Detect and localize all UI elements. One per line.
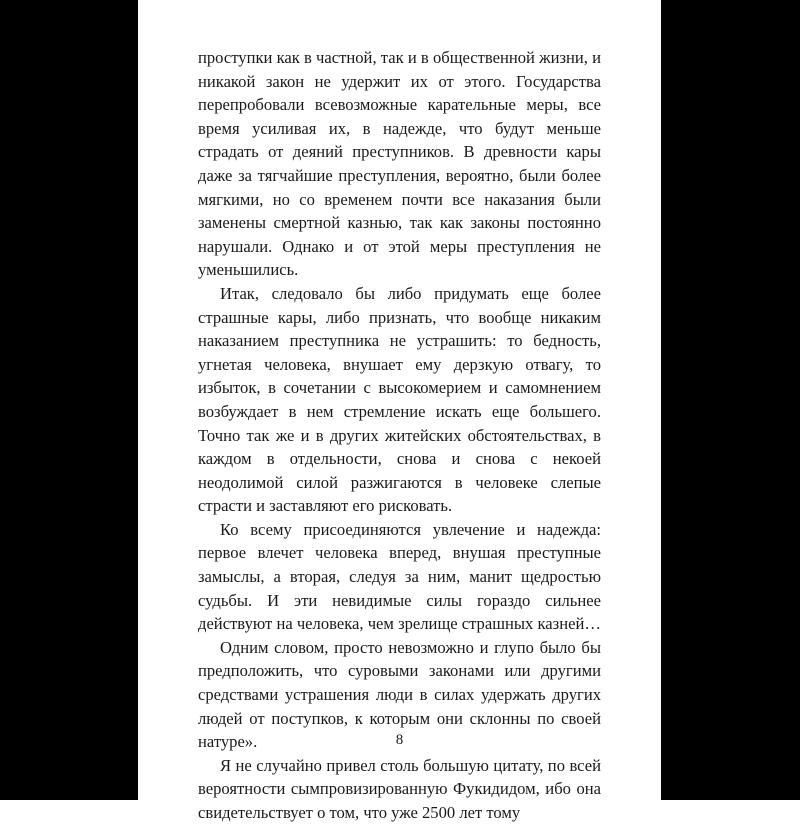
paragraph-3: Ко всему присоединяются увлечение и надежда: первое влечет человека вперед, внушая преступные замыслы, а вторая, следуя за ним, манит щедростью судьбы. И эти невидимые силы гораздо сильнее действуют на человека, чем зрелище страшных казней… xyxy=(198,519,601,634)
body-text xyxy=(198,46,601,825)
paragraph-5: Я не случайно привел столь большую цитату, по всей вероятности сымпровизированную Фукидидом, ибо она свидетельствует о том, что уже 2500 лет тому xyxy=(198,755,601,822)
page-sheet xyxy=(138,0,661,822)
paragraph-4: Одним словом, просто невозможно и глупо было бы предположить, что суровыми законами или другими средствами устрашения люди в силах удержать других людей от поступков, к которым они склонны по своей натуре». xyxy=(198,637,601,752)
page-number: 8 xyxy=(395,732,404,748)
paragraph-1: проступки как в частной, так и в общественной жизни, и никакой закон не удержит их от этого. Государства перепробовали всевозможные карательные меры, все время усиливая их, в надежде, что будут меньше страдать от деяний преступников. В древности кары даже за тягчайшие преступления, вероятно, были более мягкими, но со временем почти все наказания были заменены смертной казнью, так как законы постоянно нарушали. Однако и от этой меры преступления не уменьшились. xyxy=(198,48,601,280)
paragraph-2: Итак, следовало бы либо придумать еще более страшные кары, либо признать, что вообще никаким наказанием преступника не устрашить: то бедность, угнетая человека, внушает ему дерзкую отвагу, то избыток, в сочетании с высокомерием и самомнением возбуждает в нем стремление искать еще большего. Точно так же и в других житейских обстоятельствах, в каждом в отдельности, снова и снова с некоей неодолимой силой разжигаются в человеке слепые страсти и заставляют его рисковать. xyxy=(198,283,601,516)
